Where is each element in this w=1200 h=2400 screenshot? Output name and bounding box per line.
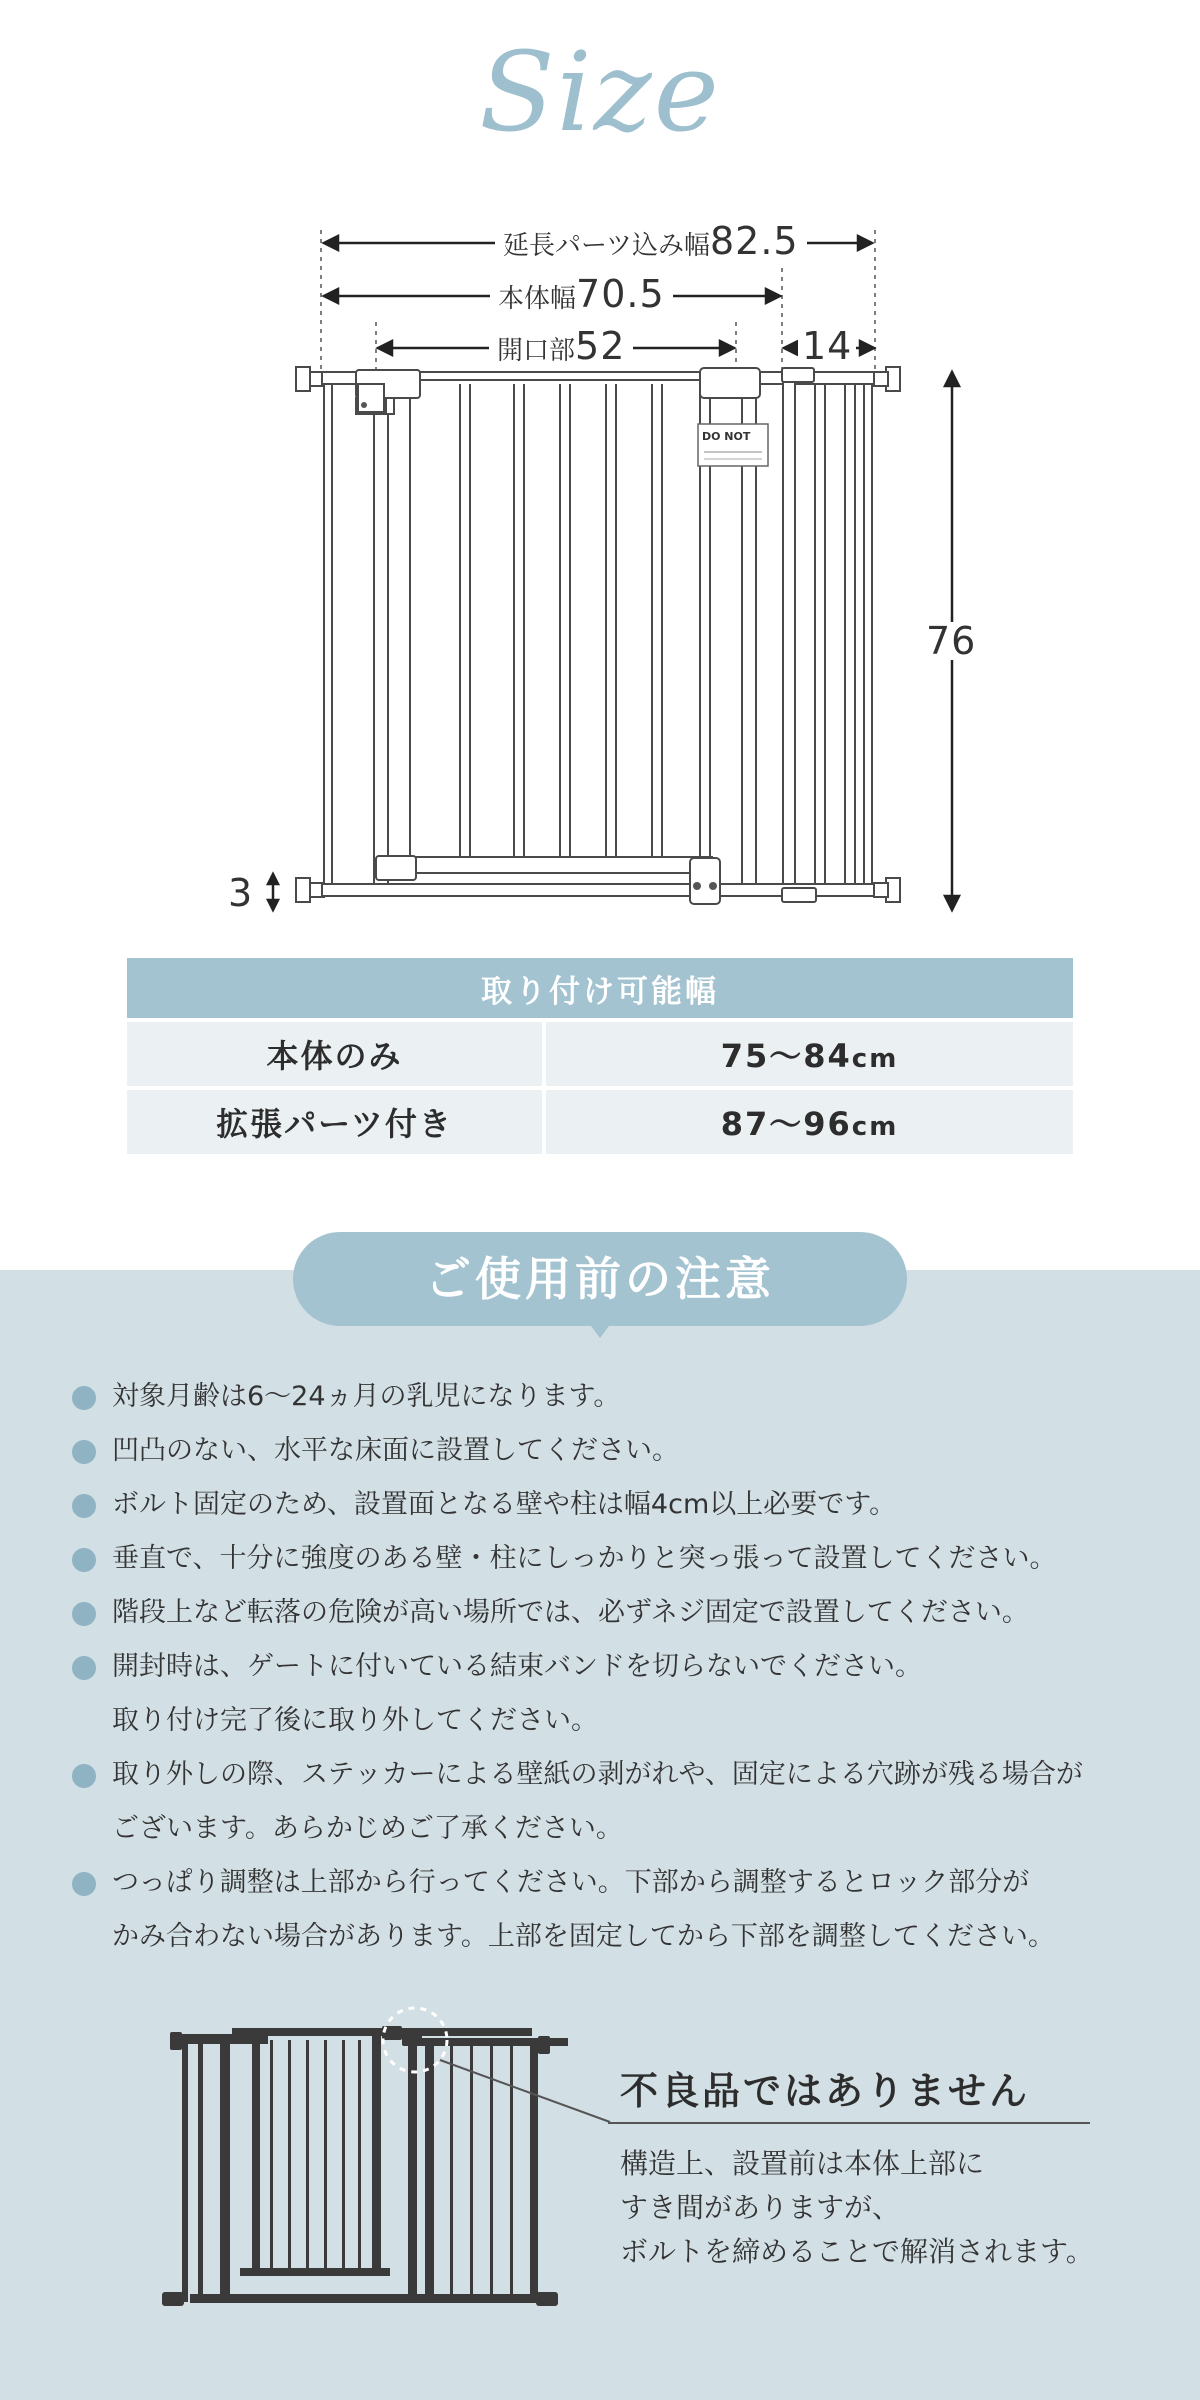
threshold-label (228, 871, 254, 915)
note-text: 階段上など転落の危険が高い場所では、必ずネジ固定で設置してください。 (112, 1597, 1029, 1628)
opening-width-value: 52 (575, 324, 626, 368)
row-value-with-extension (544, 1088, 1073, 1154)
table-header-row (127, 958, 1073, 1020)
bullet-dot (72, 1656, 96, 1680)
size-heading: Size (479, 28, 721, 156)
gap-callout-title: 不良品ではありません (620, 2069, 1031, 2113)
body-width-label (490, 272, 673, 316)
list-item (70, 1586, 1150, 1640)
overall-width-value: 82.5 (709, 219, 799, 263)
gap-callout-line-2: すき間がありますが、 (620, 2191, 901, 2224)
note-text: 対象月齢は6〜24ヵ月の乳児になります。 (112, 1381, 621, 1412)
table-row (127, 1020, 1073, 1088)
list-item (70, 1748, 1150, 1856)
body-width-text: 本体幅 (498, 284, 577, 314)
notes-title: ご使用前の注意 (293, 1232, 907, 1326)
row-label-body-only: 本体のみ (127, 1020, 544, 1088)
notes-title-pointer (588, 1322, 612, 1338)
table-row (127, 1088, 1073, 1154)
note-text-continued: 取り付け完了後に取り外してください。 (112, 1705, 598, 1736)
gate-diagram (0, 0, 1200, 940)
bullet-dot (72, 1548, 96, 1572)
note-text-continued: かみ合わない場合があります。上部を固定してから下部を調整してください。 (112, 1921, 1055, 1952)
gap-callout-line-3: ボルトを締めることで解消されます。 (620, 2235, 1094, 2268)
body-width-value: 70.5 (576, 272, 665, 316)
mountable-width-table (127, 958, 1073, 1154)
bullet-dot (72, 1440, 96, 1464)
height-value: 76 (926, 619, 977, 663)
list-item (70, 1478, 1150, 1532)
extension-width-value: 14 (802, 324, 853, 368)
notes-list (70, 1370, 1150, 1964)
note-text: つっぱり調整は上部から行ってください。下部から調整するとロック部分が (112, 1867, 1030, 1898)
gap-callout-rule (608, 2122, 1090, 2124)
note-text: 垂直で、十分に強度のある壁・柱にしっかりと突っ張って設置してください。 (112, 1543, 1057, 1574)
range-with-extension: 87〜96 (720, 1105, 852, 1143)
bullet-dot (72, 1494, 96, 1518)
gap-callout-line-1: 構造上、設置前は本体上部に (620, 2147, 985, 2180)
range-body-only: 75〜84 (720, 1037, 852, 1075)
note-text: 取り外しの際、ステッカーによる壁紙の剥がれや、固定による穴跡が残る場合が (112, 1759, 1083, 1790)
overall-width-label (495, 219, 807, 263)
row-label-with-extension: 拡張パーツ付き (127, 1088, 544, 1154)
height-label (926, 619, 977, 663)
overall-width-text: 延長パーツ込み幅 (503, 231, 710, 261)
list-item (70, 1370, 1150, 1424)
table-header: 取り付け可能幅 (127, 958, 1073, 1020)
row-value-body-only (544, 1020, 1073, 1088)
sticker-text: DO NOT (702, 430, 751, 443)
list-item (70, 1640, 1150, 1748)
unit-with-extension: cm (851, 1112, 899, 1142)
list-item (70, 1856, 1150, 1964)
bullet-dot (72, 1872, 96, 1896)
extension-width-label (798, 324, 856, 368)
list-item (70, 1532, 1150, 1586)
list-item (70, 1424, 1150, 1478)
threshold-value: 3 (228, 871, 254, 915)
bullet-dot (72, 1764, 96, 1788)
opening-width-label (489, 324, 633, 368)
bullet-dot (72, 1386, 96, 1410)
opening-width-text: 開口部 (497, 336, 576, 366)
note-text: 開封時は、ゲートに付いている結束バンドを切らないでください。 (112, 1651, 922, 1682)
note-text: ボルト固定のため、設置面となる壁や柱は幅4cm以上必要です。 (112, 1489, 897, 1520)
bullet-dot (72, 1602, 96, 1626)
unit-body-only: cm (851, 1044, 899, 1074)
note-text: 凹凸のない、水平な床面に設置してください。 (112, 1435, 679, 1466)
note-text-continued: ございます。あらかじめご了承ください。 (112, 1813, 623, 1844)
